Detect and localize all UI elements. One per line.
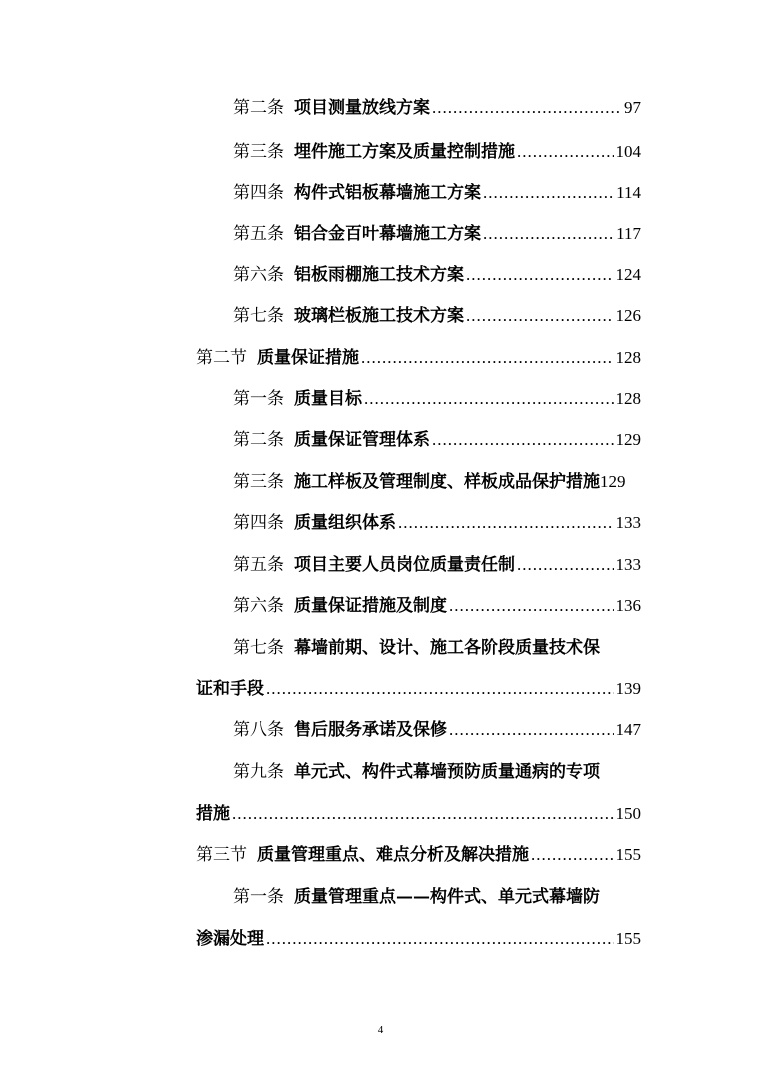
toc-entry-title: 幕墙前期、设计、施工各阶段质量技术保	[294, 638, 600, 658]
toc-entry-title: 项目测量放线方案	[294, 98, 430, 118]
toc-entry-page: 139	[615, 679, 641, 698]
toc-entry-number: 第九条	[233, 762, 284, 782]
toc-section-entry[interactable]	[196, 843, 641, 867]
toc-entry-title: 质量组织体系	[294, 513, 396, 533]
toc-entry-title: 构件式铝板幕墙施工方案	[294, 183, 481, 203]
toc-entry-continuation[interactable]	[196, 677, 641, 701]
toc-entry-title: 单元式、构件式幕墙预防质量通病的专项	[294, 762, 600, 782]
toc-entry-number: 第三节	[196, 845, 247, 865]
leader-dots	[266, 927, 614, 951]
leader-dots	[232, 802, 614, 826]
toc-entry-page: 124	[615, 265, 641, 284]
leader-dots	[517, 140, 614, 164]
toc-entry[interactable]	[233, 885, 641, 909]
toc-entry-number: 第三条	[233, 142, 284, 162]
toc-entry-title: 埋件施工方案及质量控制措施	[294, 142, 515, 162]
toc-entry-title: 项目主要人员岗位质量责任制	[294, 555, 515, 575]
toc-entry-title: 玻璃栏板施工技术方案	[294, 306, 464, 326]
leader-dots	[432, 428, 614, 452]
toc-entry-title: 施工样板及管理制度、样板成品保护措施	[294, 472, 600, 492]
toc-entry-title-continued: 证和手段	[196, 679, 264, 699]
toc-entry-page: 133	[615, 555, 641, 574]
toc-entry-number: 第五条	[233, 555, 284, 575]
toc-entry-page: 126	[615, 306, 641, 325]
toc-entry-page: 117	[616, 224, 641, 243]
toc-entry-page: 129	[615, 430, 641, 449]
toc-entry[interactable]	[233, 428, 641, 452]
leader-dots	[483, 181, 614, 205]
leader-dots	[449, 594, 614, 618]
toc-entry-title: 质量管理重点——构件式、单元式幕墙防	[294, 887, 600, 907]
leader-dots	[361, 346, 614, 370]
toc-entry-title: 铝合金百叶幕墙施工方案	[294, 224, 481, 244]
leader-dots	[432, 96, 622, 120]
toc-entry-title: 质量目标	[294, 389, 362, 409]
toc-entry[interactable]	[233, 222, 641, 246]
toc-entry-number: 第一条	[233, 887, 284, 907]
toc-entry[interactable]	[233, 181, 641, 205]
toc-section-entry[interactable]	[196, 346, 641, 370]
toc-entry[interactable]	[233, 718, 641, 742]
toc-entry-page: 128	[615, 389, 641, 408]
toc-entry-title: 质量保证措施	[257, 348, 359, 368]
toc-entry[interactable]	[233, 304, 641, 328]
toc-entry-number: 第二节	[196, 348, 247, 368]
toc-entry[interactable]	[233, 594, 641, 618]
toc-entry-number: 第八条	[233, 720, 284, 740]
toc-entry-page: 129	[600, 472, 626, 491]
toc-entry-title: 质量管理重点、难点分析及解决措施	[257, 845, 529, 865]
toc-entry-page: 136	[615, 596, 641, 615]
toc-entry-page: 155	[615, 929, 641, 948]
page-number: 4	[377, 1024, 384, 1036]
leader-dots	[517, 553, 614, 577]
toc-entry-page: 97	[624, 98, 641, 117]
toc-entry-number: 第二条	[233, 430, 284, 450]
toc-entry-page: 155	[615, 845, 641, 864]
toc-entry[interactable]	[233, 96, 641, 120]
leader-dots	[483, 222, 614, 246]
toc-entry-number: 第一条	[233, 389, 284, 409]
toc-entry-page: 128	[615, 348, 641, 367]
toc-entry-number: 第七条	[233, 306, 284, 326]
toc-entry[interactable]	[233, 511, 641, 535]
toc-entry[interactable]	[233, 263, 641, 287]
toc-entry[interactable]	[233, 760, 641, 784]
toc-entry-continuation[interactable]	[196, 802, 641, 826]
toc-entry-title: 售后服务承诺及保修	[294, 720, 447, 740]
toc-entry-number: 第三条	[233, 472, 284, 492]
toc-entry-number: 第四条	[233, 183, 284, 203]
toc-entry-title: 铝板雨棚施工技术方案	[294, 265, 464, 285]
toc-entry-number: 第二条	[233, 98, 284, 118]
toc-entry-number: 第七条	[233, 638, 284, 658]
toc-entry-page: 150	[615, 804, 641, 823]
leader-dots	[364, 387, 614, 411]
leader-dots	[531, 843, 614, 867]
toc-entry-page: 133	[615, 513, 641, 532]
toc-entry[interactable]	[233, 470, 663, 494]
toc-entry-continuation[interactable]	[196, 927, 641, 951]
toc-entry-number: 第四条	[233, 513, 284, 533]
leader-dots	[266, 677, 614, 701]
toc-entry-number: 第五条	[233, 224, 284, 244]
leader-dots	[466, 263, 614, 287]
toc-entry[interactable]	[233, 553, 641, 577]
toc-entry-title-continued: 措施	[196, 804, 230, 824]
leader-dots	[449, 718, 614, 742]
toc-entry-title: 质量保证管理体系	[294, 430, 430, 450]
toc-entry-number: 第六条	[233, 265, 284, 285]
toc-entry-number: 第六条	[233, 596, 284, 616]
leader-dots	[398, 511, 614, 535]
toc-entry-page: 114	[616, 183, 641, 202]
toc-entry[interactable]	[233, 387, 641, 411]
leader-dots	[466, 304, 614, 328]
toc-entry-page: 104	[615, 142, 641, 161]
toc-entry-title: 质量保证措施及制度	[294, 596, 447, 616]
toc-entry-page: 147	[615, 720, 641, 739]
toc-entry[interactable]	[233, 636, 641, 660]
toc-entry-title-continued: 渗漏处理	[196, 929, 264, 949]
toc-entry[interactable]	[233, 140, 641, 164]
